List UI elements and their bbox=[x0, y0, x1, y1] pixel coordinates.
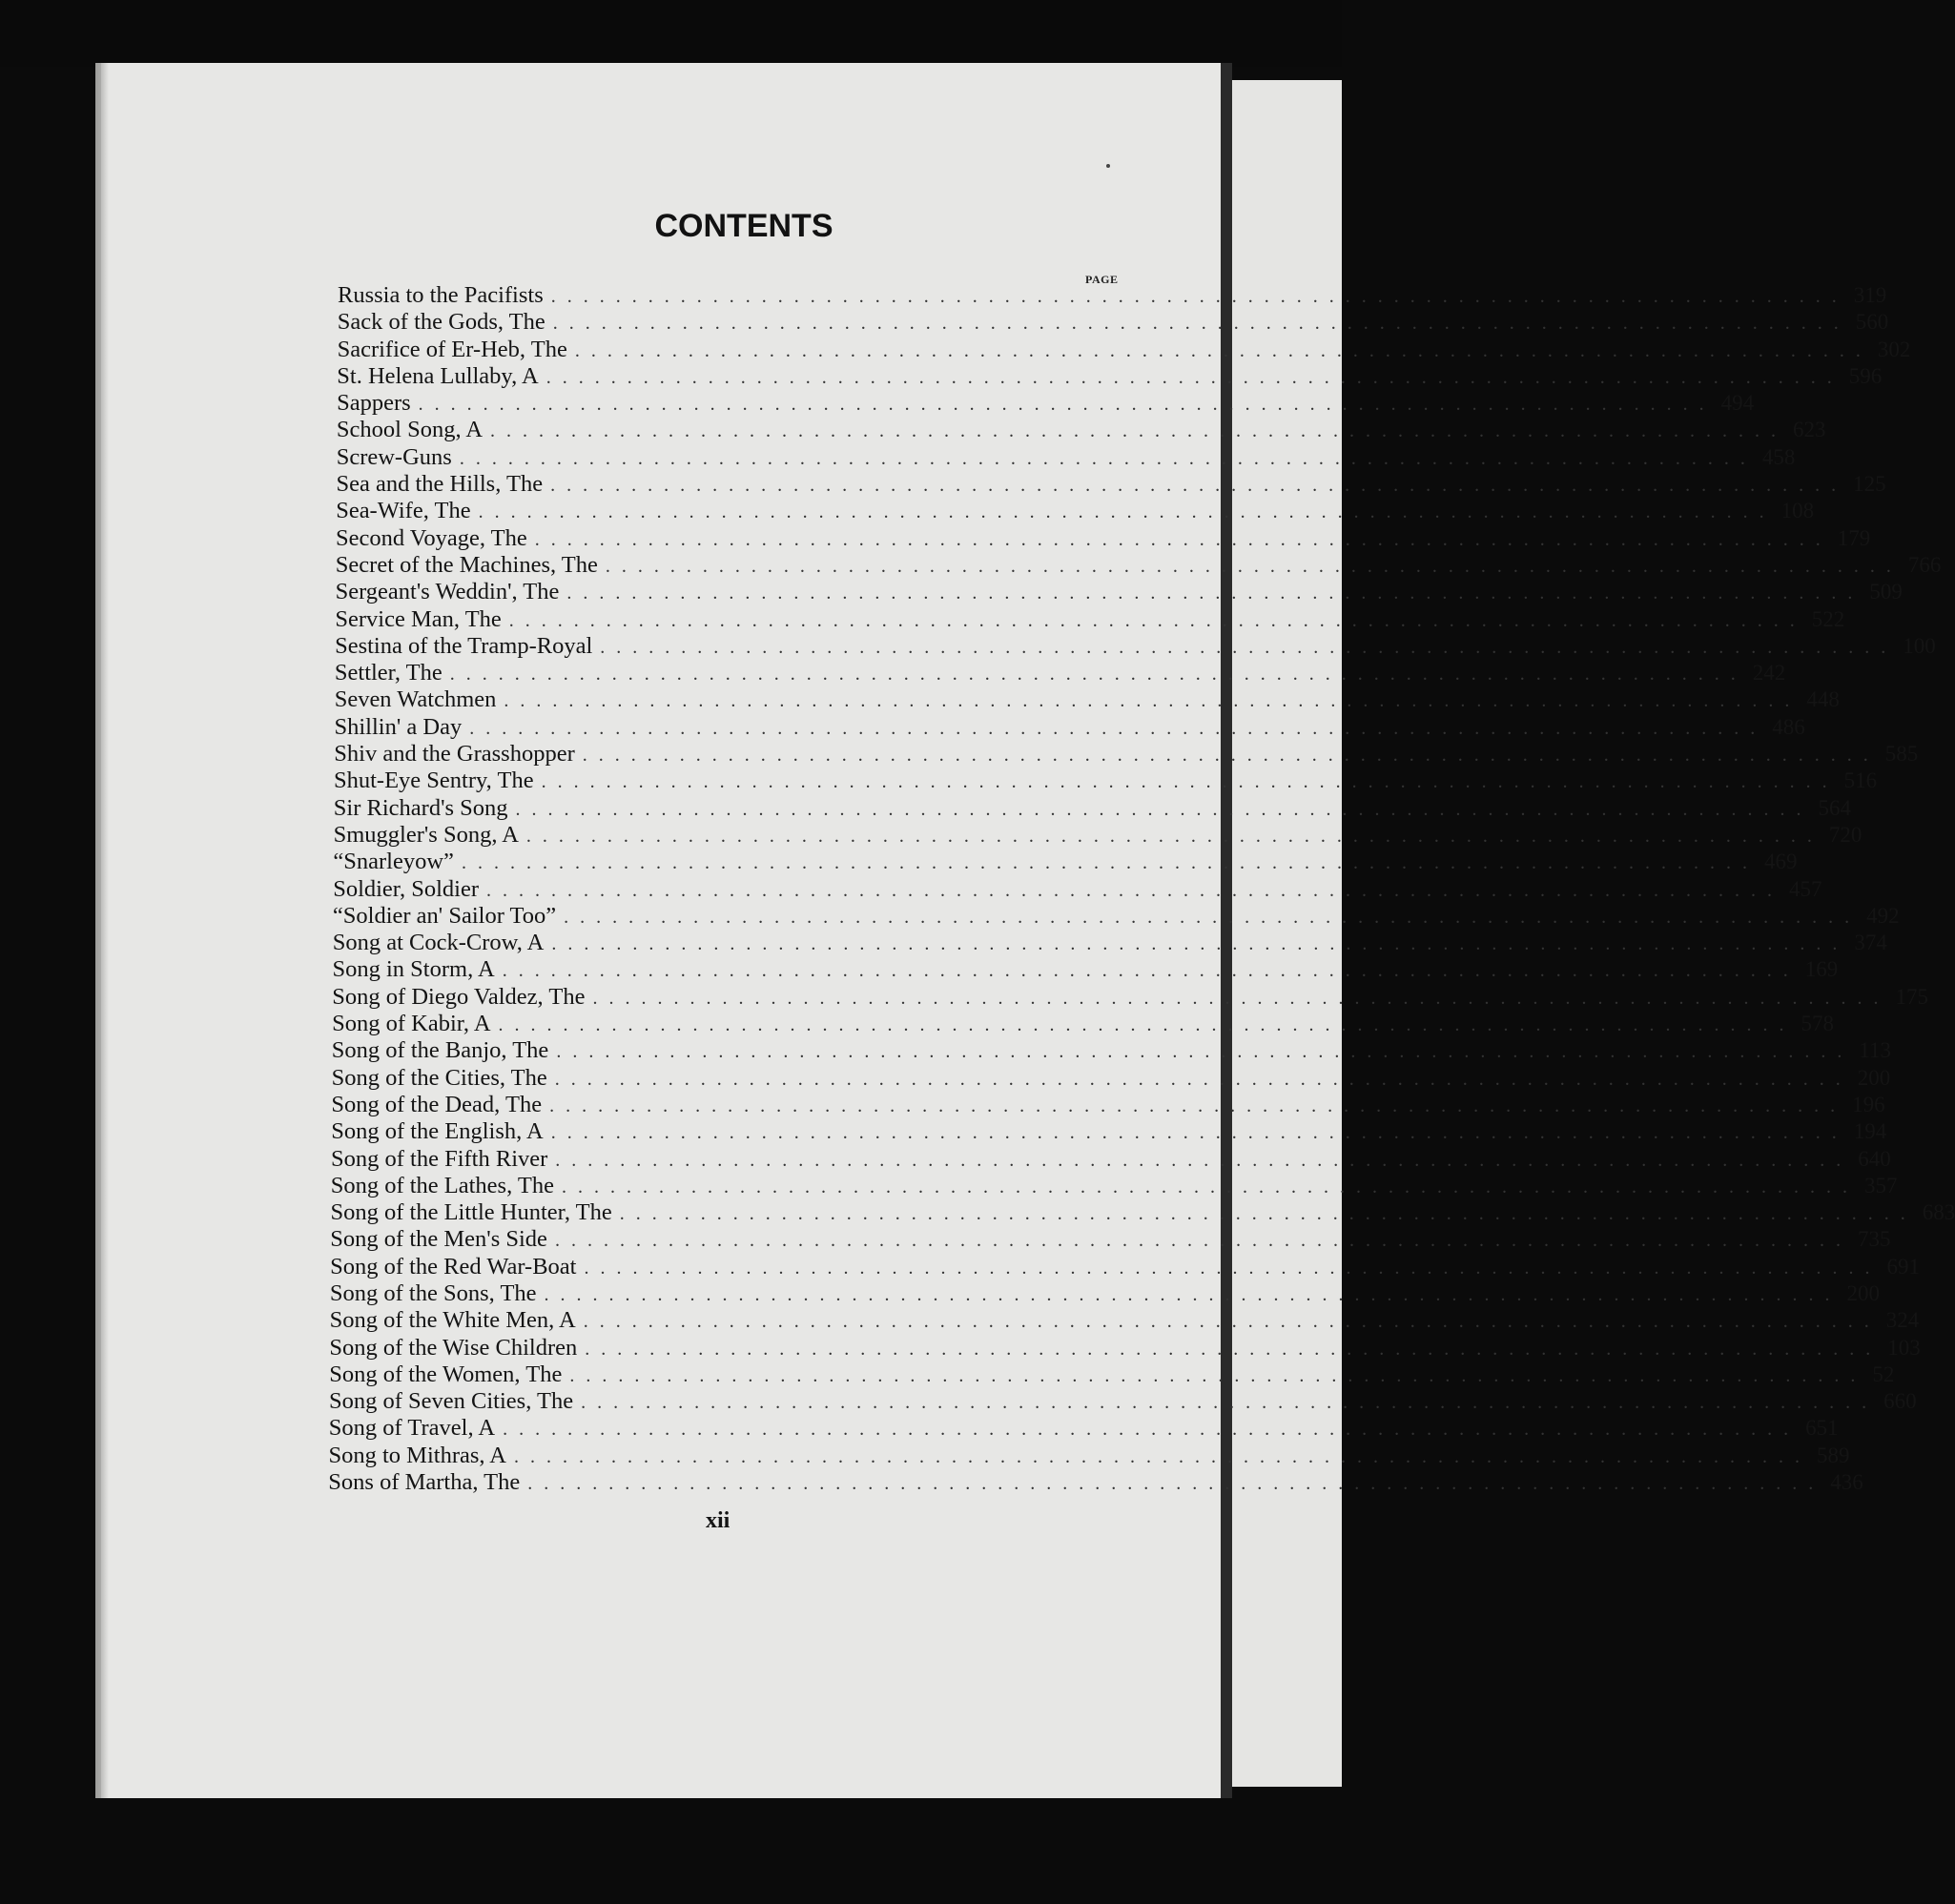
toc-entry-title: Shiv and the Grasshopper bbox=[334, 741, 582, 768]
toc-entry-page: 319 bbox=[1853, 283, 1887, 307]
toc-entry-title: “Snarleyow” bbox=[333, 849, 462, 875]
toc-entry bbox=[335, 632, 1936, 660]
leader-dots: ................................................................................ bbox=[583, 1311, 1881, 1333]
toc-entry bbox=[335, 551, 1942, 579]
toc-entry bbox=[331, 1064, 1891, 1092]
toc-entry bbox=[332, 1011, 1835, 1037]
leader-dots: ................................................................................ bbox=[502, 960, 1800, 982]
toc-entry-page: 564 bbox=[1818, 795, 1852, 820]
toc-entry-title: Shillin' a Day bbox=[335, 714, 470, 741]
leader-dots: ................................................................................ bbox=[550, 1122, 1848, 1144]
toc-entry-page: 720 bbox=[1828, 822, 1862, 847]
toc-entry-title: Song of Seven Cities, The bbox=[329, 1388, 581, 1415]
toc-entry-title: Smuggler's Song, A bbox=[334, 822, 526, 849]
toc-entry bbox=[333, 794, 1852, 822]
leader-dots: ................................................................................ bbox=[564, 906, 1862, 928]
toc-entry-title: Song of the Sons, The bbox=[330, 1280, 545, 1307]
toc-entry-title: Service Man, The bbox=[335, 606, 508, 633]
toc-entry-page: 242 bbox=[1752, 661, 1786, 686]
leader-dots: ................................................................................ bbox=[508, 609, 1806, 631]
toc-entry-title: Song of the Cities, The bbox=[332, 1065, 555, 1092]
toc-entry-title: Screw-Guns bbox=[337, 444, 460, 471]
toc-entry-page: 735 bbox=[1857, 1227, 1891, 1252]
leader-dots: ................................................................................ bbox=[541, 771, 1839, 793]
toc-entry-page: 660 bbox=[1883, 1389, 1917, 1414]
toc-entry-page: 486 bbox=[1772, 714, 1805, 739]
toc-entry bbox=[334, 741, 1919, 768]
toc-entry-title: Song at Cock-Crow, A bbox=[333, 930, 552, 956]
leader-dots: ................................................................................ bbox=[555, 1149, 1853, 1171]
leader-dots: ................................................................................ bbox=[545, 366, 1843, 388]
toc-entry bbox=[333, 849, 1798, 875]
leader-dots: ................................................................................ bbox=[585, 1338, 1883, 1360]
toc-entry-page: 585 bbox=[1884, 742, 1919, 767]
leader-dots: ................................................................................ bbox=[534, 528, 1832, 550]
leader-dots: ................................................................................ bbox=[469, 717, 1767, 739]
toc-entry-title: Song of the White Men, A bbox=[330, 1307, 584, 1334]
toc-entry-title: Song of the Red War-Boat bbox=[330, 1254, 584, 1280]
toc-entry-page: 516 bbox=[1843, 768, 1878, 793]
toc-entry-page: 589 bbox=[1817, 1443, 1850, 1467]
toc-entry-title: Song in Storm, A bbox=[333, 956, 503, 983]
toc-entry-title: Song of the Banjo, The bbox=[332, 1037, 557, 1064]
toc-entry-title: Song of Travel, A bbox=[329, 1415, 503, 1442]
toc-entry bbox=[328, 1469, 1863, 1496]
leader-dots: ................................................................................ bbox=[449, 664, 1747, 686]
toc-entry-page: 448 bbox=[1806, 687, 1840, 712]
leader-dots: ................................................................................ bbox=[574, 339, 1872, 361]
leader-dots: ................................................................................ bbox=[592, 987, 1890, 1009]
leader-dots: ................................................................................ bbox=[552, 313, 1850, 335]
leader-dots: ................................................................................ bbox=[544, 1283, 1842, 1305]
toc-entry-page: 458 bbox=[1761, 444, 1796, 469]
toc-entry-title: Sons of Martha, The bbox=[328, 1469, 527, 1496]
toc-entry bbox=[331, 1118, 1887, 1145]
toc-entry-page: 324 bbox=[1885, 1308, 1920, 1333]
toc-entry-page: 374 bbox=[1854, 931, 1887, 955]
toc-entry bbox=[336, 471, 1886, 498]
toc-entry-title: Song of the English, A bbox=[331, 1118, 551, 1145]
toc-entry-title: Song of the Women, The bbox=[329, 1361, 569, 1388]
toc-entry bbox=[331, 1145, 1891, 1173]
scan-background-top bbox=[0, 0, 1342, 67]
toc-entry bbox=[330, 1172, 1898, 1199]
toc-entry-title: Soldier, Soldier bbox=[333, 876, 486, 903]
toc-entry bbox=[331, 1091, 1885, 1118]
toc-entry-page: 200 bbox=[1857, 1065, 1891, 1090]
toc-entry-title: Song of the Dead, The bbox=[331, 1092, 549, 1118]
toc-entry-page: 302 bbox=[1877, 337, 1911, 361]
leader-dots: ................................................................................ bbox=[503, 1419, 1801, 1441]
toc-entry-title: School Song, A bbox=[337, 417, 490, 443]
toc-entry-page: 194 bbox=[1853, 1119, 1887, 1144]
leader-dots: ................................................................................ bbox=[600, 636, 1898, 658]
toc-entry-title: Song of the Little Hunter, The bbox=[331, 1199, 620, 1226]
leader-dots: ................................................................................ bbox=[551, 933, 1849, 955]
toc-entry-title: “Soldier an' Sailor Too” bbox=[333, 903, 564, 930]
leader-dots: ................................................................................ bbox=[418, 394, 1716, 416]
leader-dots: ................................................................................ bbox=[525, 825, 1823, 847]
page-folio: xii bbox=[706, 1508, 731, 1533]
toc-entry-title: Sack of the Gods, The bbox=[338, 309, 553, 336]
toc-entry bbox=[334, 713, 1805, 741]
toc-entry-page: 683 bbox=[1922, 1200, 1955, 1225]
page-title: CONTENTS bbox=[654, 208, 833, 244]
toc-entry-page: 623 bbox=[1793, 418, 1826, 442]
leader-dots: ................................................................................ bbox=[550, 475, 1848, 497]
leader-dots: ................................................................................ bbox=[504, 690, 1801, 712]
toc-entry bbox=[332, 930, 1887, 956]
toc-entry-page: 766 bbox=[1907, 552, 1942, 577]
leader-dots: ................................................................................ bbox=[459, 447, 1757, 469]
toc-entry-page: 457 bbox=[1789, 876, 1822, 901]
toc-entry bbox=[337, 309, 1889, 336]
leader-dots: ................................................................................ bbox=[556, 1041, 1854, 1063]
toc-entry-title: Song of Diego Valdez, The bbox=[332, 984, 592, 1011]
toc-entry-page: 357 bbox=[1863, 1173, 1898, 1198]
toc-entry bbox=[329, 1280, 1881, 1307]
toc-entry bbox=[330, 1226, 1891, 1253]
toc-entry-title: Sergeant's Weddin', The bbox=[336, 579, 567, 605]
toc-entry bbox=[330, 1199, 1955, 1226]
toc-entry-page: 640 bbox=[1858, 1146, 1891, 1171]
toc-entry-page: 596 bbox=[1848, 363, 1883, 388]
leader-dots: ................................................................................ bbox=[490, 420, 1788, 442]
toc-entry bbox=[336, 443, 1796, 471]
toc-entry-title: Song of Kabir, A bbox=[332, 1011, 498, 1037]
toc-entry-title: Secret of the Machines, The bbox=[336, 552, 606, 579]
toc-entry-page: 651 bbox=[1805, 1416, 1839, 1441]
leader-dots: ................................................................................ bbox=[514, 1445, 1811, 1467]
toc-entry bbox=[332, 956, 1839, 983]
leader-dots: ................................................................................ bbox=[515, 798, 1813, 820]
toc-entry bbox=[336, 417, 1826, 443]
leader-dots: ................................................................................ bbox=[561, 1176, 1859, 1198]
toc-entry-page: 169 bbox=[1804, 957, 1839, 982]
leader-dots: ................................................................................ bbox=[619, 1203, 1917, 1225]
toc-entry bbox=[337, 336, 1911, 363]
toc-entry bbox=[329, 1334, 1921, 1361]
leader-dots: ................................................................................ bbox=[569, 1364, 1867, 1386]
leader-dots: ................................................................................ bbox=[550, 286, 1848, 307]
toc-entry bbox=[337, 390, 1755, 417]
toc-entry-page: 113 bbox=[1859, 1038, 1891, 1063]
toc-entry bbox=[336, 524, 1871, 552]
toc-entry-page: 200 bbox=[1846, 1280, 1881, 1305]
toc-entry bbox=[333, 821, 1862, 849]
toc-entry bbox=[328, 1442, 1850, 1469]
toc-entry-title: Shut-Eye Sentry, The bbox=[334, 768, 542, 794]
toc-entry-title: Russia to the Pacifists bbox=[338, 282, 551, 309]
toc-entry-title: Song to Mithras, A bbox=[329, 1443, 515, 1469]
toc-entry-title: Song of the Fifth River bbox=[331, 1146, 555, 1173]
leader-dots: ................................................................................ bbox=[566, 583, 1864, 604]
dust-speck bbox=[1106, 164, 1110, 168]
toc-entry bbox=[332, 902, 1900, 930]
toc-entry-page: 100 bbox=[1903, 633, 1936, 658]
toc-entry bbox=[329, 1307, 1920, 1334]
leader-dots: ................................................................................ bbox=[605, 555, 1903, 577]
leader-dots: ................................................................................ bbox=[584, 1257, 1882, 1279]
toc-entry bbox=[336, 498, 1815, 524]
toc-entry bbox=[328, 1415, 1839, 1442]
leader-dots: ................................................................................ bbox=[498, 1014, 1796, 1036]
toc-entry-page: 196 bbox=[1852, 1092, 1885, 1116]
toc-entry-title: Sappers bbox=[337, 390, 419, 417]
toc-entry-page: 522 bbox=[1811, 606, 1845, 631]
toc-entry-title: Settler, The bbox=[335, 660, 450, 686]
leader-dots: ................................................................................ bbox=[582, 745, 1880, 767]
toc-entry-title: Song of the Lathes, The bbox=[331, 1173, 562, 1199]
toc-entry-page: 108 bbox=[1780, 499, 1815, 523]
toc-entry-page: 492 bbox=[1866, 903, 1900, 928]
toc-entry-title: Song of the Men's Side bbox=[330, 1226, 555, 1253]
toc-entry-page: 52 bbox=[1872, 1361, 1895, 1386]
toc-entry-title: Sacrifice of Er-Heb, The bbox=[338, 337, 575, 363]
toc-entry bbox=[335, 605, 1845, 633]
leader-dots: ................................................................................ bbox=[478, 502, 1776, 523]
leader-dots: ................................................................................ bbox=[527, 1473, 1825, 1495]
toc-entry bbox=[334, 686, 1840, 713]
toc-entry-page: 578 bbox=[1801, 1012, 1835, 1036]
toc-entry bbox=[333, 875, 1822, 903]
toc-entry bbox=[338, 282, 1887, 309]
toc-entry bbox=[335, 579, 1903, 605]
toc-entry bbox=[330, 1253, 1920, 1280]
toc-entry-page: 436 bbox=[1830, 1470, 1863, 1495]
toc-entry-title: Song of the Wise Children bbox=[329, 1335, 585, 1361]
toc-entry-title: St. Helena Lullaby, A bbox=[337, 363, 545, 390]
leader-dots: ................................................................................ bbox=[554, 1068, 1852, 1090]
toc-entry-page: 509 bbox=[1869, 580, 1903, 604]
toc-entry-title: Second Voyage, The bbox=[336, 525, 535, 552]
leader-dots: ................................................................................ bbox=[549, 1095, 1847, 1116]
toc-entry bbox=[331, 1037, 1891, 1064]
toc-entry-page: 494 bbox=[1720, 391, 1755, 416]
toc-entry-title: Sea and the Hills, The bbox=[337, 471, 551, 498]
gutter-shadow bbox=[95, 63, 109, 1798]
page-column-label: PAGE bbox=[1085, 273, 1119, 286]
toc-entry bbox=[334, 768, 1878, 794]
toc-entry-page: 175 bbox=[1895, 984, 1928, 1009]
toc-entry-title: Sir Richard's Song bbox=[334, 795, 516, 822]
leader-dots: ................................................................................ bbox=[461, 852, 1759, 874]
toc-entry bbox=[334, 660, 1786, 686]
contents-list bbox=[328, 282, 1955, 1496]
toc-entry-title: Seven Watchmen bbox=[335, 686, 504, 713]
toc-entry-page: 179 bbox=[1837, 525, 1871, 550]
toc-entry-page: 691 bbox=[1886, 1254, 1920, 1279]
toc-entry-title: Sea-Wife, The bbox=[336, 498, 478, 524]
toc-entry-page: 103 bbox=[1887, 1335, 1921, 1360]
toc-entry bbox=[337, 362, 1883, 390]
toc-entry-page: 125 bbox=[1853, 472, 1886, 497]
toc-entry bbox=[329, 1388, 1917, 1415]
toc-entry bbox=[329, 1361, 1895, 1388]
toc-entry bbox=[332, 983, 1928, 1011]
leader-dots: ................................................................................ bbox=[486, 879, 1784, 901]
toc-entry-title: Sestina of the Tramp-Royal bbox=[335, 633, 600, 660]
leader-dots: ................................................................................ bbox=[554, 1230, 1852, 1252]
leader-dots: ................................................................................ bbox=[581, 1392, 1879, 1414]
toc-entry-page: 560 bbox=[1855, 310, 1889, 335]
toc-entry-page: 469 bbox=[1763, 850, 1798, 874]
